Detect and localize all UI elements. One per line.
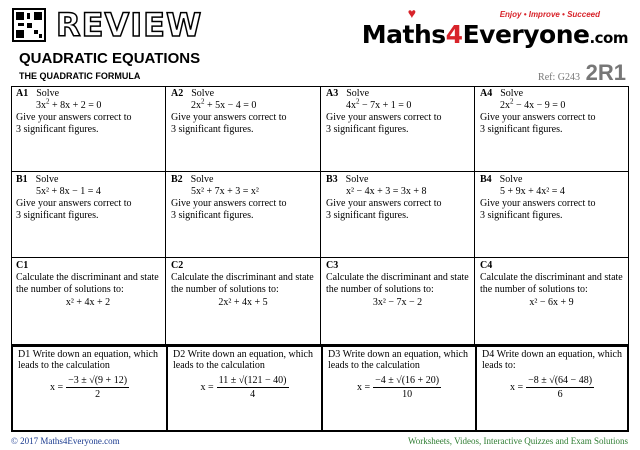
fraction-numerator: −4 ± √(16 + 20) [375,375,440,386]
brand-everyone: Everyone [462,20,590,49]
fraction-denominator: 4 [250,389,256,400]
worksheet-title: QUADRATIC EQUATIONS [19,50,201,67]
heart-icon: ♥ [407,7,416,22]
question-a2 [166,86,321,172]
question-label: A1 [16,88,29,99]
question-note: Give your answers correct to [326,198,442,209]
fraction-numerator: 11 ± √(121 − 40) [218,375,287,386]
brand-four: 4 [445,20,463,49]
fraction-denominator: 6 [557,389,563,400]
question-command: Solve [346,88,370,99]
question-label: B2 [171,174,183,185]
question-note: Give your answers correct to [326,112,442,123]
question-grid [11,86,629,432]
question-equation: x² − 6x + 9 [529,297,574,308]
fraction [373,375,441,400]
question-c4 [475,258,629,345]
fraction-denominator: 10 [402,389,413,400]
fraction-numerator: −3 ± √(9 + 12) [68,375,128,386]
question-note: 3 significant figures. [171,124,254,135]
question-label: C1 [16,260,29,271]
question-label: B4 [480,174,492,185]
question-command: Solve [190,174,214,185]
question-note: 3 significant figures. [480,124,563,135]
question-equation: $3x^2 + 8x + 2 = 0$ [36,97,102,111]
question-note: 3 significant figures. [171,210,254,221]
question-text: the number of solutions to: [480,284,588,295]
question-text: Write down an equation, which leads [482,349,622,371]
worksheet-subtitle: THE QUADRATIC FORMULA [19,71,141,81]
calculation-lhs: x = [49,382,64,393]
question-text: Write down an equation, which leads [18,349,158,371]
calculation [18,375,161,400]
question-equation: 2x² + 4x + 5 [218,297,268,308]
question-text: Write down an equation, which leads [173,349,313,371]
question-text: the number of solutions to: [326,284,434,295]
qr-code-icon [12,8,46,42]
calculation [328,375,470,400]
question-command: Solve [345,174,369,185]
question-c2 [166,258,321,345]
brand-logo[interactable] [362,20,628,49]
question-note: Give your answers correct to [171,198,287,209]
question-equation: x² − 4x + 3 = 3x + 8 [346,186,427,197]
question-a4 [475,86,629,172]
question-a3 [321,86,475,172]
question-equation: 5x² + 7x + 3 = x² [191,186,259,197]
question-note: Give your answers correct to [480,112,596,123]
question-row-d [11,345,629,432]
question-label: B3 [326,174,338,185]
question-command: Solve [499,174,523,185]
question-c3 [321,258,475,345]
resources-link[interactable]: Worksheets, Videos, Interactive Quizzes and Exam Solutions [407,436,628,446]
question-text: to the calculation [196,360,265,371]
question-label: C2 [171,260,184,271]
question-label: B1 [16,174,28,185]
question-b2 [166,172,321,258]
brand-maths: Maths [361,20,446,49]
fraction [217,375,289,400]
copyright-link[interactable]: © 2017 Maths4Everyone.com [11,436,120,446]
question-command: Solve [500,88,524,99]
question-d1 [13,347,168,430]
question-text: Calculate the discriminant and state [480,272,623,283]
question-equation: $2x^2 - 4x - 9 = 0$ [500,97,566,111]
question-text: the number of solutions to: [171,284,279,295]
calculation-lhs: x = [200,382,214,393]
question-text: to the calculation [41,360,110,371]
calculation-lhs: x = [509,382,524,393]
question-equation: $4x^2 - 7x + 1 = 0$ [346,97,412,111]
question-note: 3 significant figures. [326,210,409,221]
question-note: Give your answers correct to [171,112,287,123]
question-label: C4 [480,260,493,271]
question-text: the number of solutions to: [16,284,124,295]
question-label: D1 [18,349,31,360]
question-d2 [168,347,323,430]
question-note: 3 significant figures. [326,124,409,135]
question-label: A4 [480,88,493,99]
question-equation: 3x² − 7x − 2 [372,297,423,308]
question-a1 [11,86,166,172]
question-b1 [11,172,166,258]
question-c1 [11,258,166,345]
calculation [173,375,316,400]
brand-tagline: Enjoy • Improve • Succeed [499,10,600,19]
question-text: Write down an equation, which leads [328,349,468,371]
fraction [66,375,129,400]
question-label: A2 [171,88,184,99]
question-label: D3 [328,349,341,360]
question-equation: x² + 4x + 2 [65,297,111,308]
question-text: to the calculation [351,360,420,371]
page-header [12,8,628,48]
question-b4 [475,172,629,258]
question-equation: 5 + 9x + 4x² = 4 [500,186,565,197]
calculation-lhs: x = [356,382,371,393]
question-note: Give your answers correct to [16,112,132,123]
reference-code: Ref: G243 [538,72,580,83]
fraction-numerator: −8 ± √(64 − 48) [528,375,593,386]
question-text: Calculate the discriminant and state [171,272,314,283]
question-note: Give your answers correct to [480,198,596,209]
question-note: Give your answers correct to [16,198,132,209]
question-text: Calculate the discriminant and state [16,272,159,283]
fraction-denominator: 2 [95,389,101,400]
question-b3 [321,172,475,258]
question-text: to: [505,360,516,371]
question-note: 3 significant figures. [480,210,563,221]
calculation [482,375,622,400]
question-command: Solve [36,88,60,99]
brand-com: .com [589,29,628,47]
question-label: D4 [482,349,495,360]
question-note: 3 significant figures. [16,124,99,135]
question-equation: 5x² + 8x − 1 = 4 [36,186,101,197]
question-command: Solve [35,174,59,185]
question-text: Calculate the discriminant and state [326,272,469,283]
question-label: D2 [173,349,186,360]
question-note: 3 significant figures. [16,210,99,221]
worksheet-code: 2R1 [585,60,626,85]
review-heading: REVIEW [56,6,203,44]
question-label: C3 [326,260,339,271]
question-d4 [477,347,627,430]
fraction [526,375,594,400]
question-equation: $2x^2 + 5x - 4 = 0$ [191,97,257,111]
question-label: A3 [326,88,339,99]
question-command: Solve [191,88,215,99]
question-d3 [323,347,477,430]
